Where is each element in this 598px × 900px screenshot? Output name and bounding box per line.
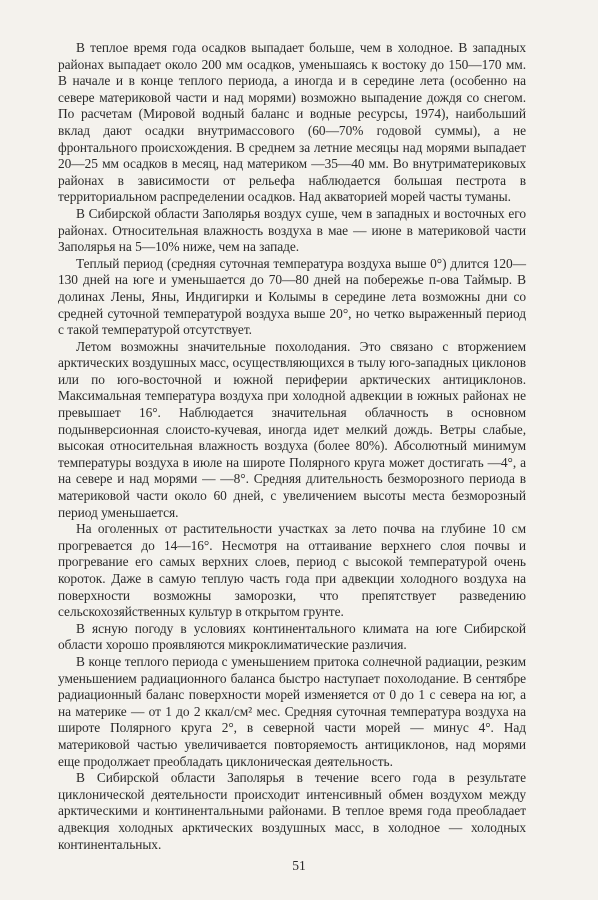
paragraph-microclimate: В ясную погоду в условиях континентального климата на юге Сибирской области хорошо проявляются микроклиматические различия.	[58, 620, 526, 653]
paragraph-warm-period: Теплый период (средняя суточная температура воздуха выше 0°) длится 120—130 дней на юге и уменьшается до 70—80 дней на побережье п-ова Таймыр. В долинах Лены, Яны, Индигирки и Колымы в середине лета возможны дни со средней суточной температурой воздуха выше 20°, но четко выраженный период с такой температурой отсутствует.	[58, 255, 526, 338]
paragraph-cold-spells: Летом возможны значительные похолодания. Это связано с вторжением арктических воздушных масс, осуществляющихся в тылу юго-западных циклонов или по юго-восточной и южной периферии арктических антициклонов. Максимальная температура воздуха при холодной адвекции в южных районах не превышает 16°. Наблюдается значительная облачность в основном подынверсионная слоисто-кучевая, иногда идет мелкий дождь. Ветры слабые, высокая относительная влажность воздуха (более 80%). Абсолютный минимум температуры воздуха в июле на широте Полярного круга может достигать —4°, а на севере и над морями — —8°. Средняя длительность безморозного периода в материковой части около 60 дней, с увеличением высоты места безморозный период уменьшается.	[58, 338, 526, 520]
paragraph-humidity: В Сибирской области Заполярья воздух суше, чем в западных и восточных его районах. Относительная влажность воздуха в мае — июне в материковой части Заполярья на 5—10% ниже, чем на западе.	[58, 205, 526, 255]
paragraph-air-exchange: В Сибирской области Заполярья в течение всего года в результате циклонической деятельности происходит интенсивный обмен воздухом между арктическими и континентальными районами. В теплое время года преобладает адвекция холодных арктических воздушных масс, в холодное — холодных континентальных.	[58, 770, 526, 852]
paragraph-precipitation: В теплое время года осадков выпадает больше, чем в холодное. В западных районах выпадает около 200 мм осадков, уменьшаясь к востоку до 150—170 мм. В начале и в конце теплого периода, а иногда и в середине лета (особенно на севере материковой части и над морями) возможно выпадение дождя со снегом. По расчетам (Мировой водный баланс и водные ресурсы, 1974), наибольший вклад дают осадки внутримассового (60—70% годовой суммы), а не фронтального происхождения. В среднем за летние месяцы над морями выпадает 20—25 мм осадков в месяц, над материком —35—40 мм. Во внутриматериковых районах в зависимости от рельефа наблюдается большая пестрота в территориальном распределении осадков. Над акваторией морей часты туманы.	[58, 40, 526, 205]
body-text	[58, 40, 526, 853]
page-number: 51	[292, 858, 306, 873]
paragraph-cooling: В конце теплого периода с уменьшением притока солнечной радиации, резким уменьшением радиационного баланса быстро наступает похолодание. В сентябре радиационный баланс поверхности морей изменяется от 0 до 1 с севера на юг, а на материке — от 1 до 2 ккал/см² мес. Средняя суточная температура воздуха на широте Полярного круга 2°, в северной части морей — минус 4°. Над материковой частью увеличивается повторяемость антициклонов, над морями еще продолжает преобладать циклоническая деятельность.	[58, 653, 526, 769]
paragraph-soil-temperature: На оголенных от растительности участках за лето почва на глубине 10 см прогревается до 14—16°. Несмотря на оттаивание верхнего слоя почвы и прогревание его самых верхних слоев, период с высокой температурой очень короток. Даже в самую теплую часть года при адвекции холодного воздуха на поверхности возможны заморозки, что препятствует разведению сельскохозяйственных культур в открытом грунте.	[58, 521, 526, 620]
